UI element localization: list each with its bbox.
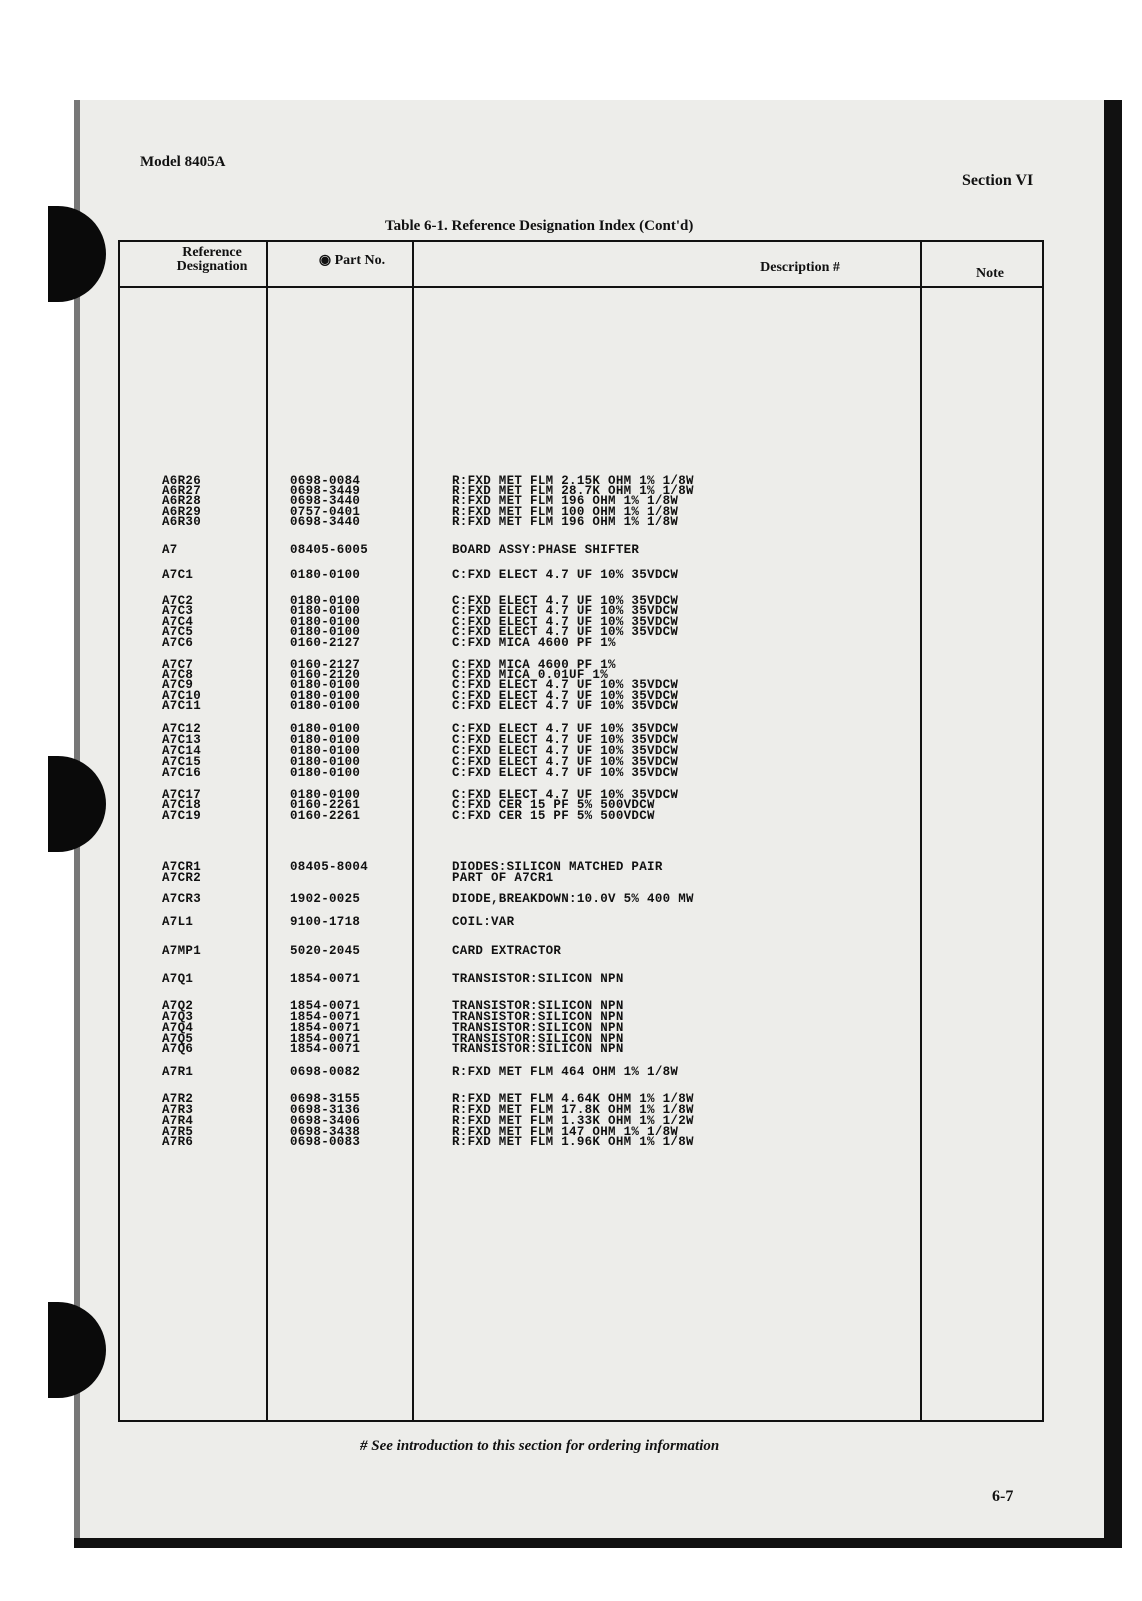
description-cell: TRANSISTOR:SILICON NPN (452, 1032, 624, 1046)
column-header-note: Note (976, 266, 1004, 281)
reference-cell: A7C15 (162, 755, 202, 769)
description-cell: R:FXD MET FLM 100 OHM 1% 1/8W (452, 505, 679, 519)
reference-cell: A7C8 (162, 668, 194, 682)
reference-cell: A7C10 (162, 689, 202, 703)
reference-cell: A7C11 (162, 699, 202, 713)
description-cell: C:FXD ELECT 4.7 UF 10% 35VDCW (452, 678, 679, 692)
reference-cell: A7R4 (162, 1114, 194, 1128)
reference-cell: A7Q4 (162, 1021, 194, 1035)
part-number-cell: 9100-1718 (290, 915, 361, 929)
column-divider (266, 242, 268, 1420)
description-cell: R:FXD MET FLM 196 OHM 1% 1/8W (452, 515, 679, 529)
part-number-cell: 0180-0100 (290, 689, 361, 703)
part-number-cell: 0180-0100 (290, 733, 361, 747)
reference-cell: A7C1 (162, 568, 194, 582)
description-cell: C:FXD ELECT 4.7 UF 10% 35VDCW (452, 594, 679, 608)
reference-cell: A7C7 (162, 658, 194, 672)
description-cell: DIODES:SILICON MATCHED PAIR (452, 860, 663, 874)
description-cell: C:FXD MICA 4600 PF 1% (452, 636, 616, 650)
reference-cell: A7C16 (162, 766, 202, 780)
part-number-cell: 0160-2120 (290, 668, 361, 682)
column-header-description: Description # (760, 260, 840, 275)
reference-cell: A7MP1 (162, 944, 202, 958)
part-number-cell: 0180-0100 (290, 744, 361, 758)
part-number-cell: 0180-0100 (290, 766, 361, 780)
description-cell: R:FXD MET FLM 17.8K OHM 1% 1/8W (452, 1103, 694, 1117)
model-label: Model 8405A (140, 154, 226, 170)
part-number-cell: 0698-3438 (290, 1125, 361, 1139)
part-number-cell: 0698-3449 (290, 484, 361, 498)
reference-cell: A7CR1 (162, 860, 202, 874)
description-cell: C:FXD ELECT 4.7 UF 10% 35VDCW (452, 722, 679, 736)
description-cell: R:FXD MET FLM 464 OHM 1% 1/8W (452, 1065, 679, 1079)
reference-cell: A7C13 (162, 733, 202, 747)
section-label: Section VI (962, 172, 1034, 189)
part-number-cell: 0180-0100 (290, 788, 361, 802)
part-number-cell: 0180-0100 (290, 678, 361, 692)
reference-cell: A7C18 (162, 798, 202, 812)
reference-cell: A7Q5 (162, 1032, 194, 1046)
reference-cell: A6R29 (162, 505, 202, 519)
reference-cell: A7Q3 (162, 1010, 194, 1024)
part-number-cell: 0160-2261 (290, 809, 361, 823)
description-cell: C:FXD MICA 0.01UF 1% (452, 668, 609, 682)
description-cell: R:FXD MET FLM 1.96K OHM 1% 1/8W (452, 1135, 694, 1149)
part-number-cell: 0698-0083 (290, 1135, 361, 1149)
description-cell: C:FXD CER 15 PF 5% 500VDCW (452, 798, 655, 812)
part-number-cell: 0698-0084 (290, 474, 361, 488)
description-cell: R:FXD MET FLM 28.7K OHM 1% 1/8W (452, 484, 694, 498)
column-header-reference-line2: Designation (176, 259, 248, 274)
part-number-cell: 1854-0071 (290, 1010, 361, 1024)
reference-cell: A7C17 (162, 788, 202, 802)
column-header-part-no (280, 252, 424, 269)
part-number-cell: 0180-0100 (290, 699, 361, 713)
parts-table (118, 240, 1044, 1422)
description-cell: R:FXD MET FLM 196 OHM 1% 1/8W (452, 494, 679, 508)
reference-cell: A7CR3 (162, 892, 202, 906)
part-number-cell: 1854-0071 (290, 1032, 361, 1046)
description-cell: R:FXD MET FLM 1.33K OHM 1% 1/2W (452, 1114, 694, 1128)
reference-cell: A6R28 (162, 494, 202, 508)
reference-cell: A7Q2 (162, 999, 194, 1013)
description-cell: R:FXD MET FLM 4.64K OHM 1% 1/8W (452, 1092, 694, 1106)
part-number-cell: 08405-6005 (290, 543, 369, 557)
part-number-cell: 0180-0100 (290, 755, 361, 769)
description-cell: C:FXD ELECT 4.7 UF 10% 35VDCW (452, 766, 679, 780)
part-number-cell: 1854-0071 (290, 999, 361, 1013)
description-cell: C:FXD ELECT 4.7 UF 10% 35VDCW (452, 604, 679, 618)
description-cell: TRANSISTOR:SILICON NPN (452, 1010, 624, 1024)
part-number-cell: 1854-0071 (290, 1042, 361, 1056)
reference-cell: A7C14 (162, 744, 202, 758)
description-cell: TRANSISTOR:SILICON NPN (452, 1021, 624, 1035)
reference-cell: A7R6 (162, 1135, 194, 1149)
column-header-reference (142, 246, 282, 274)
description-cell: C:FXD ELECT 4.7 UF 10% 35VDCW (452, 699, 679, 713)
description-cell: TRANSISTOR:SILICON NPN (452, 972, 624, 986)
part-number-cell: 0180-0100 (290, 604, 361, 618)
reference-cell: A6R26 (162, 474, 202, 488)
part-number-cell: 0698-3406 (290, 1114, 361, 1128)
reference-cell: A7R2 (162, 1092, 194, 1106)
reference-cell: A7R3 (162, 1103, 194, 1117)
description-cell: C:FXD ELECT 4.7 UF 10% 35VDCW (452, 689, 679, 703)
description-cell: C:FXD MICA 4600 PF 1% (452, 658, 616, 672)
part-number-cell: 0180-0100 (290, 615, 361, 629)
part-number-cell: 0698-0082 (290, 1065, 361, 1079)
part-number-cell: 0698-3440 (290, 494, 361, 508)
reference-cell: A7C5 (162, 625, 194, 639)
description-cell: TRANSISTOR:SILICON NPN (452, 999, 624, 1013)
reference-cell: A7Q6 (162, 1042, 194, 1056)
part-number-cell: 0698-3440 (290, 515, 361, 529)
description-cell: C:FXD ELECT 4.7 UF 10% 35VDCW (452, 733, 679, 747)
scan-right-edge (1104, 100, 1122, 1538)
part-number-cell: 0757-0401 (290, 505, 361, 519)
description-cell: PART OF A7CR1 (452, 871, 554, 885)
reference-cell: A7C4 (162, 615, 194, 629)
header-divider (120, 286, 1042, 288)
reference-cell: A7 (162, 543, 178, 557)
column-header-part-no-label: Part No. (334, 253, 386, 268)
reference-cell: A6R27 (162, 484, 202, 498)
part-number-cell: 0180-0100 (290, 594, 361, 608)
part-number-cell: 1902-0025 (290, 892, 361, 906)
description-cell: R:FXD MET FLM 147 OHM 1% 1/8W (452, 1125, 679, 1139)
description-cell: C:FXD ELECT 4.7 UF 10% 35VDCW (452, 755, 679, 769)
part-number-cell: 0160-2261 (290, 798, 361, 812)
reference-cell: A7L1 (162, 915, 194, 929)
reference-cell: A7C3 (162, 604, 194, 618)
description-cell: C:FXD ELECT 4.7 UF 10% 35VDCW (452, 568, 679, 582)
description-cell: C:FXD CER 15 PF 5% 500VDCW (452, 809, 655, 823)
part-number-cell: 5020-2045 (290, 944, 361, 958)
description-cell: C:FXD ELECT 4.7 UF 10% 35VDCW (452, 744, 679, 758)
part-number-cell: 0160-2127 (290, 636, 361, 650)
description-cell: BOARD ASSY:PHASE SHIFTER (452, 543, 640, 557)
reference-cell: A7Q1 (162, 972, 194, 986)
description-cell: R:FXD MET FLM 2.15K OHM 1% 1/8W (452, 474, 694, 488)
part-number-cell: 1854-0071 (290, 1021, 361, 1035)
column-header-reference-line1: Reference (182, 245, 242, 260)
part-number-cell: 0180-0100 (290, 568, 361, 582)
description-cell: TRANSISTOR:SILICON NPN (452, 1042, 624, 1056)
description-cell: COIL:VAR (452, 915, 515, 929)
reference-cell: A7C6 (162, 636, 194, 650)
part-number-cell: 1854-0071 (290, 972, 361, 986)
reference-cell: A7C19 (162, 809, 202, 823)
reference-cell: A6R30 (162, 515, 202, 529)
reference-cell: A7C12 (162, 722, 202, 736)
scan-bottom-edge (74, 1538, 1122, 1548)
description-cell: C:FXD ELECT 4.7 UF 10% 35VDCW (452, 615, 679, 629)
part-number-cell: 0698-3136 (290, 1103, 361, 1117)
part-number-cell: 0180-0100 (290, 625, 361, 639)
description-cell: C:FXD ELECT 4.7 UF 10% 35VDCW (452, 625, 679, 639)
reference-cell: A7C2 (162, 594, 194, 608)
reference-cell: A7C9 (162, 678, 194, 692)
column-divider (920, 242, 922, 1420)
description-cell: DIODE,BREAKDOWN:10.0V 5% 400 MW (452, 892, 694, 906)
column-divider (412, 242, 414, 1420)
description-cell: CARD EXTRACTOR (452, 944, 562, 958)
reference-cell: A7R1 (162, 1065, 194, 1079)
reference-cell: A7R5 (162, 1125, 194, 1139)
part-number-cell: 0698-3155 (290, 1092, 361, 1106)
part-number-cell: 0160-2127 (290, 658, 361, 672)
hp-logo-icon: ◉ (318, 253, 332, 268)
part-number-cell: 08405-8004 (290, 860, 369, 874)
reference-cell: A7CR2 (162, 871, 202, 885)
page-number: 6-7 (992, 1488, 1014, 1505)
description-cell: C:FXD ELECT 4.7 UF 10% 35VDCW (452, 788, 679, 802)
ordering-footnote: # See introduction to this section for ordering information (360, 1438, 720, 1454)
table-title: Table 6-1. Reference Designation Index (Cont'd) (385, 218, 694, 234)
part-number-cell: 0180-0100 (290, 722, 361, 736)
